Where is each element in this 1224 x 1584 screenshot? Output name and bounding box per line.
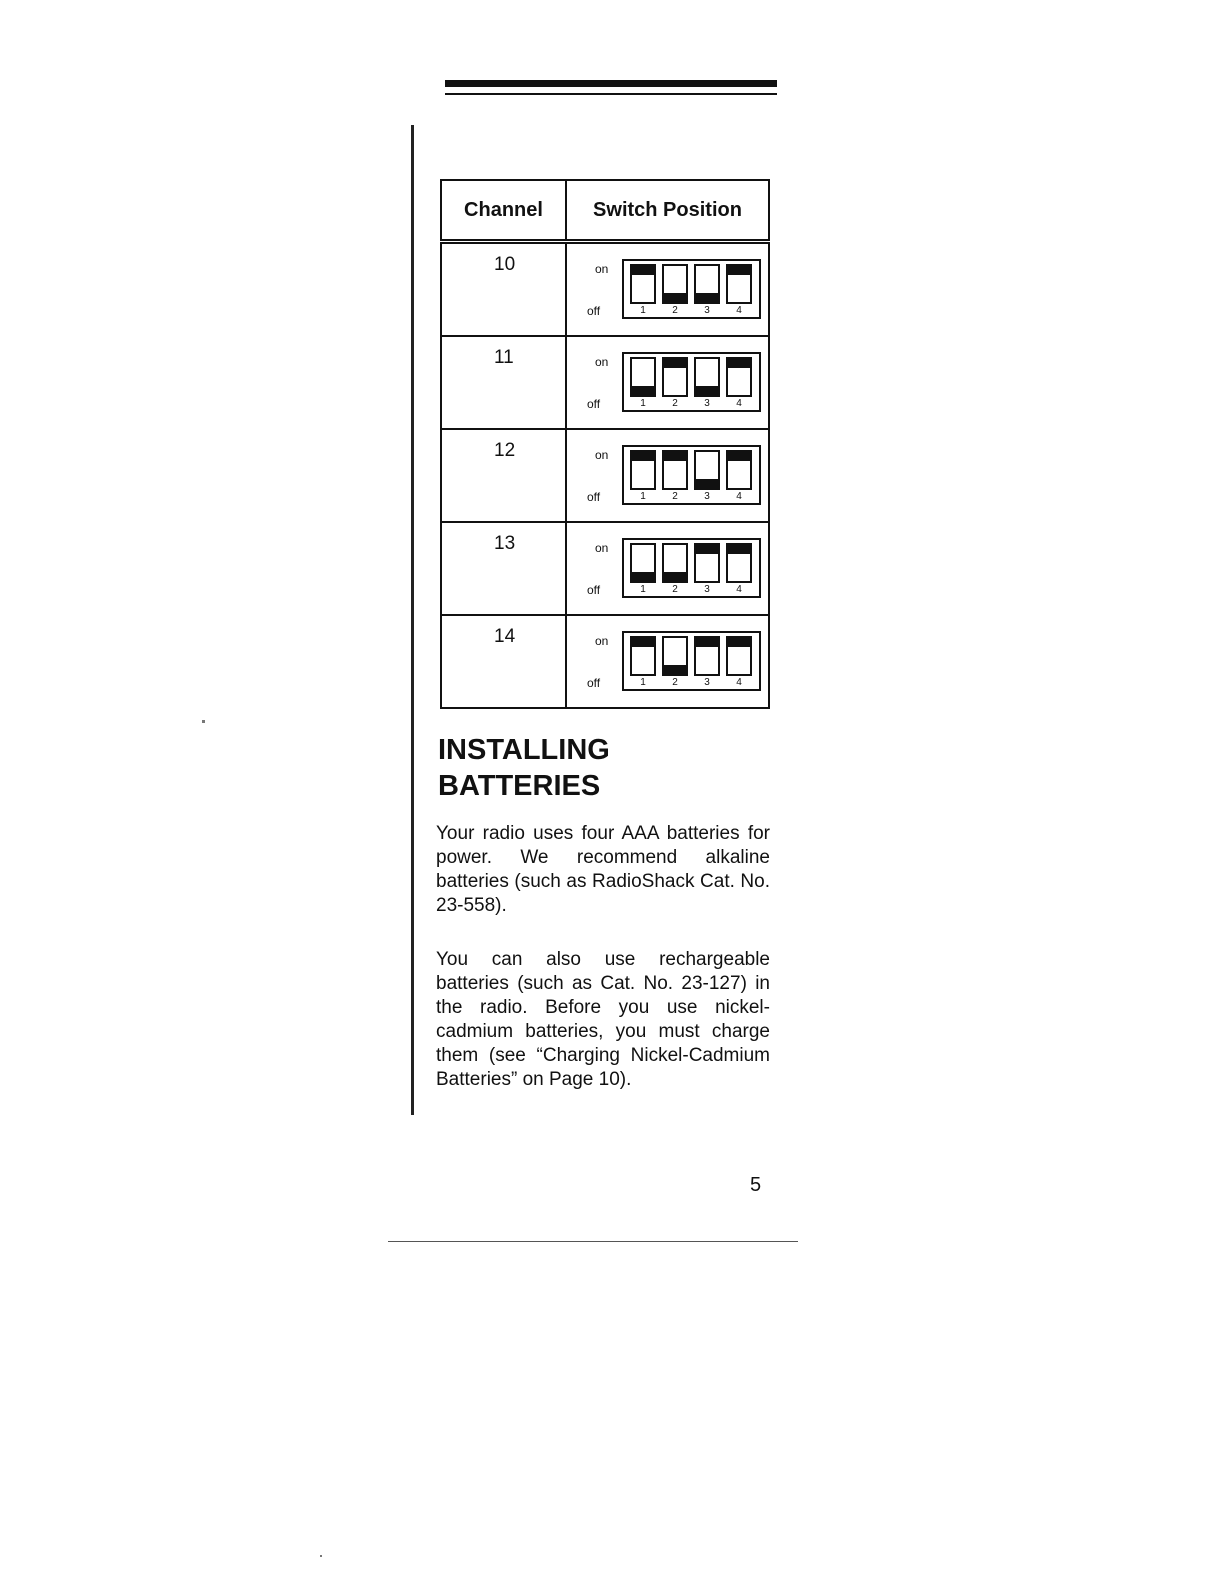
channel-number: 14 xyxy=(494,626,516,647)
dip-switch-knob xyxy=(632,572,654,581)
dip-switch-number: 4 xyxy=(736,491,742,502)
switch-position-cell xyxy=(566,336,769,429)
dip-switch-number: 3 xyxy=(704,491,710,502)
dip-switch-2 xyxy=(662,357,688,397)
off-label: off xyxy=(587,583,601,597)
dip-switch-knob xyxy=(696,638,718,647)
top-rule-thick xyxy=(445,80,777,87)
scan-speck xyxy=(202,720,205,723)
on-label: on xyxy=(595,634,609,648)
dip-switch-4 xyxy=(726,450,752,490)
off-label: off xyxy=(587,490,601,504)
dip-switch-3 xyxy=(694,450,720,490)
dip-switch-knob xyxy=(696,293,718,302)
dip-switch-number: 2 xyxy=(672,677,678,688)
dip-switch-number: 1 xyxy=(640,584,646,595)
dip-switch-knob xyxy=(632,266,654,275)
channel-switch-table xyxy=(440,179,770,709)
table-row xyxy=(441,429,769,522)
dip-switch-3 xyxy=(694,636,720,676)
dip-switch-1 xyxy=(630,543,656,583)
table-row xyxy=(441,522,769,615)
dip-switch-2 xyxy=(662,636,688,676)
dip-switch-knob xyxy=(696,479,718,488)
dip-switch-number: 3 xyxy=(704,398,710,409)
dip-switch-number: 2 xyxy=(672,305,678,316)
dip-switch-knob xyxy=(632,452,654,461)
switch-position-cell xyxy=(566,522,769,615)
dip-switch-number: 4 xyxy=(736,677,742,688)
page-number: 5 xyxy=(750,1174,762,1196)
off-label: off xyxy=(587,304,601,318)
table-row xyxy=(441,242,769,337)
on-label: on xyxy=(595,355,609,369)
paragraph-2: You can also use rechargeable batteries (such as Cat. No. 23-127) in the radio. Before you use nickel-cadmium batteries, you must charge them (see “Charging Nickel-Cadmium Batteries” on Page 10). xyxy=(436,949,770,1090)
dip-switch-4 xyxy=(726,543,752,583)
dip-switch-4 xyxy=(726,636,752,676)
channel-cell xyxy=(441,336,566,429)
dip-switch-knob xyxy=(696,386,718,395)
dip-switch-4 xyxy=(726,357,752,397)
heading-line-2: BATTERIES xyxy=(438,770,601,802)
table-row xyxy=(441,336,769,429)
dip-switch-number: 2 xyxy=(672,584,678,595)
dip-switch-2 xyxy=(662,264,688,304)
dip-switch-1 xyxy=(630,357,656,397)
dip-switch-knob xyxy=(632,386,654,395)
dip-switch-knob xyxy=(728,638,750,647)
dip-switch-3 xyxy=(694,264,720,304)
dip-switch-number: 1 xyxy=(640,398,646,409)
dip-switch-knob xyxy=(664,572,686,581)
dip-switch-knob xyxy=(664,665,686,674)
dip-switch-4 xyxy=(726,264,752,304)
channel-number: 10 xyxy=(494,254,516,275)
dip-switch-knob xyxy=(728,545,750,554)
top-rule-thin xyxy=(445,93,777,95)
dip-switch-knob xyxy=(664,359,686,368)
dip-switch-number: 2 xyxy=(672,398,678,409)
dip-switch-knob xyxy=(728,266,750,275)
dip-switch-knob xyxy=(664,293,686,302)
channel-number: 12 xyxy=(494,440,516,461)
dip-switch-diagram xyxy=(622,352,761,412)
paragraph-1: Your radio uses four AAA batteries for power. We recommend alkaline batteries (such as RadioShack Cat. No. 23-558). xyxy=(436,823,770,916)
binding-line xyxy=(411,125,414,1115)
channel-cell xyxy=(441,522,566,615)
page-bottom-rule xyxy=(388,1241,798,1242)
dip-switch-diagram xyxy=(622,445,761,505)
dip-switch-knob xyxy=(728,359,750,368)
dip-switch-number: 3 xyxy=(704,677,710,688)
dip-switch-number: 2 xyxy=(672,491,678,502)
dip-switch-3 xyxy=(694,357,720,397)
dip-switch-number: 3 xyxy=(704,305,710,316)
dip-switch-number: 1 xyxy=(640,677,646,688)
dip-switch-knob xyxy=(664,452,686,461)
header-switch-position: Switch Position xyxy=(566,180,769,242)
channel-cell xyxy=(441,615,566,708)
on-label: on xyxy=(595,262,609,276)
off-label: off xyxy=(587,397,601,411)
off-label: off xyxy=(587,676,601,690)
scan-speck xyxy=(320,1555,322,1557)
switch-position-cell xyxy=(566,242,769,337)
dip-switch-number: 4 xyxy=(736,305,742,316)
table-body xyxy=(441,242,769,709)
dip-switch-number: 4 xyxy=(736,584,742,595)
dip-switch-knob xyxy=(696,545,718,554)
dip-switch-diagram xyxy=(622,259,761,319)
dip-switch-number: 4 xyxy=(736,398,742,409)
channel-cell xyxy=(441,429,566,522)
dip-switch-2 xyxy=(662,543,688,583)
dip-switch-diagram xyxy=(622,631,761,691)
switch-position-cell xyxy=(566,429,769,522)
dip-switch-knob xyxy=(632,638,654,647)
dip-switch-number: 3 xyxy=(704,584,710,595)
header-channel: Channel xyxy=(441,180,566,242)
on-label: on xyxy=(595,448,609,462)
dip-switch-knob xyxy=(728,452,750,461)
dip-switch-number: 1 xyxy=(640,491,646,502)
section-heading xyxy=(438,732,768,804)
heading-line-1: INSTALLING xyxy=(438,734,610,766)
on-label: on xyxy=(595,541,609,555)
channel-cell xyxy=(441,242,566,337)
dip-switch-1 xyxy=(630,450,656,490)
dip-switch-1 xyxy=(630,264,656,304)
dip-switch-number: 1 xyxy=(640,305,646,316)
dip-switch-3 xyxy=(694,543,720,583)
dip-switch-1 xyxy=(630,636,656,676)
dip-switch-diagram xyxy=(622,538,761,598)
dip-switch-2 xyxy=(662,450,688,490)
channel-number: 13 xyxy=(494,533,516,554)
table-row xyxy=(441,615,769,708)
table-header-row xyxy=(441,180,769,242)
switch-position-cell xyxy=(566,615,769,708)
channel-number: 11 xyxy=(494,347,514,368)
